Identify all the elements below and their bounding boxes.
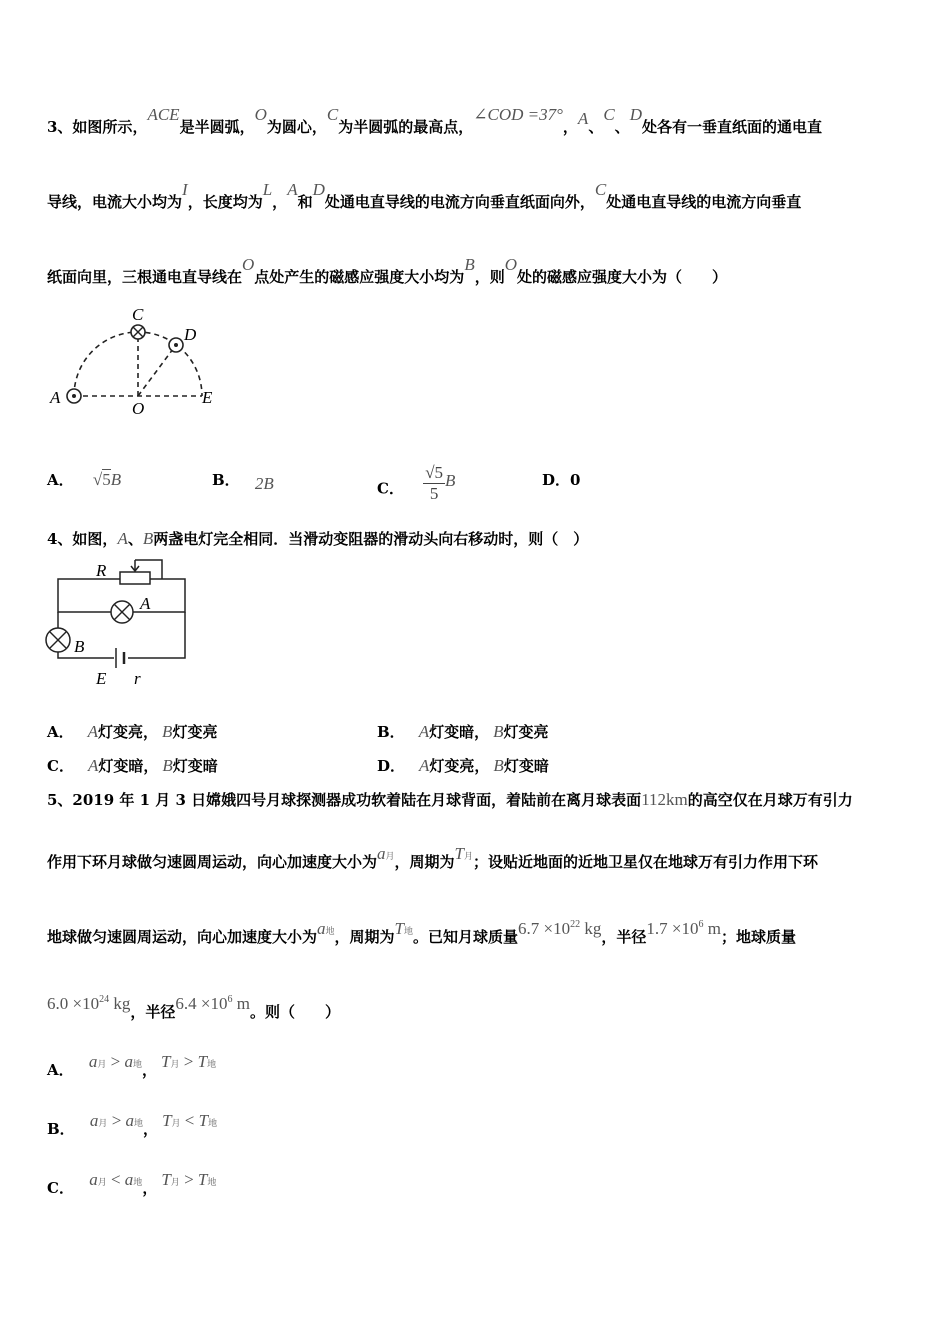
q3-line-2: 导线，电流大小均为I，长度均为L，A和D处通电直导线的电流方向垂直纸面向外，C处通电直导线的电流方向垂直 <box>47 180 802 211</box>
q3-option-c[interactable]: C． $\frac{√5}{5}$ B <box>377 463 456 503</box>
q5-option-b[interactable]: B． a月 > a地， T月 < T地 <box>47 1111 218 1138</box>
label-A: A <box>50 388 61 407</box>
label-R: R <box>96 561 107 580</box>
math-B: B <box>464 255 475 274</box>
label-C: C <box>132 305 144 324</box>
q5-line-2: 作用下环月球做匀速圆周运动，向心加速度大小为a月，周期为T月；设贴近地面的近地卫星仅在地球万有引力作用下环 <box>47 844 819 871</box>
sqrt5B: √5B <box>92 470 122 489</box>
q4-option-b[interactable]: B． A灯变暗， B灯变亮 <box>377 722 549 741</box>
lamp-B-icon <box>46 628 70 652</box>
q3-option-a[interactable]: A． √5B <box>47 470 122 489</box>
q3-line-1: 3、如图所示，ACE是半圆弧，O为圆心，C为半圆弧的最高点，∠COD =37°，A、C、D处各有一垂直纸面的通电直 <box>47 105 822 136</box>
label-E: E <box>96 669 107 688</box>
q5-option-c[interactable]: C． a月 < a地， T月 > T地 <box>47 1170 217 1197</box>
label-D: D <box>184 325 197 344</box>
q5-option-a[interactable]: A． a月 > a地， T月 > T地 <box>47 1052 217 1079</box>
wire-C-into-page-icon <box>131 325 145 339</box>
battery-icon <box>114 647 128 669</box>
moon-radius: $1.7 \times 10^6$ m <box>646 919 721 938</box>
math-ACE: ACE <box>147 105 180 124</box>
q4-option-a[interactable]: A． A灯变亮， B灯变亮 <box>47 722 218 741</box>
label-lamp-B: B <box>74 637 85 656</box>
q3-option-d[interactable]: D．0 <box>542 471 581 489</box>
q4-option-d[interactable]: D． A灯变亮， B灯变暗 <box>377 756 549 775</box>
math-O: O <box>254 105 267 124</box>
math-angle-COD: ∠COD =37° <box>473 105 563 124</box>
moon-mass: $6.7 \times 10^{22}$ kg <box>518 919 602 938</box>
q5-line-4: $6.0 \times 10^{24}$ kg，半径$6.4 \times 10^6$ m。则（ ） <box>47 994 340 1021</box>
fraction-sqrt5-over-5: $\frac{√5}{5}$ <box>425 463 444 503</box>
label-lamp-A: A <box>140 594 151 613</box>
lamp-A-icon <box>111 601 133 623</box>
slider-arrow-icon <box>131 560 139 571</box>
label-E: E <box>202 388 213 407</box>
label-O: O <box>132 399 145 418</box>
rheostat-icon <box>120 572 150 584</box>
q4-stem: 4、如图，A、B两盏电灯完全相同．当滑动变阻器的滑动头向右移动时，则（ ） <box>47 529 589 548</box>
earth-mass: $6.0 \times 10^{24}$ kg <box>47 994 131 1013</box>
math-L: L <box>262 180 273 199</box>
label-r: r <box>134 669 141 688</box>
q5-line-3: 地球做匀速圆周运动，向心加速度大小为a地，周期为T地。已知月球质量$6.7 \times 10^{22}$ kg，半径$1.7 \times 10^6$ m；地球质量 <box>47 919 796 946</box>
math-C: C <box>326 105 339 124</box>
q4-circuit-figure <box>40 552 200 692</box>
q3-line-3: 纸面向里，三根通电直导线在O点处产生的磁感应强度大小均为B，则O处的磁感应强度大小为（ ） <box>47 255 728 286</box>
q3-number: 3、如图所示， <box>47 118 148 136</box>
od-line <box>138 345 176 396</box>
q5-line-1: 5、2019 年 1 月 3 日嫦娥四号月球探测器成功软着陆在月球背面，着陆前在离月球表面112km的高空仅在月球万有引力 <box>47 790 853 809</box>
earth-radius: $6.4 \times 10^6$ m <box>175 994 250 1013</box>
wire-D-out-of-page-icon <box>169 338 183 352</box>
wire-A-out-of-page-icon <box>67 389 81 403</box>
q3-option-b[interactable]: B． 2B <box>212 471 274 493</box>
math-I: I <box>182 180 188 199</box>
q3-semicircle-figure <box>44 300 234 420</box>
q4-option-c[interactable]: C． A灯变暗， B灯变暗 <box>47 756 218 775</box>
height-112km: 112km <box>641 790 688 809</box>
